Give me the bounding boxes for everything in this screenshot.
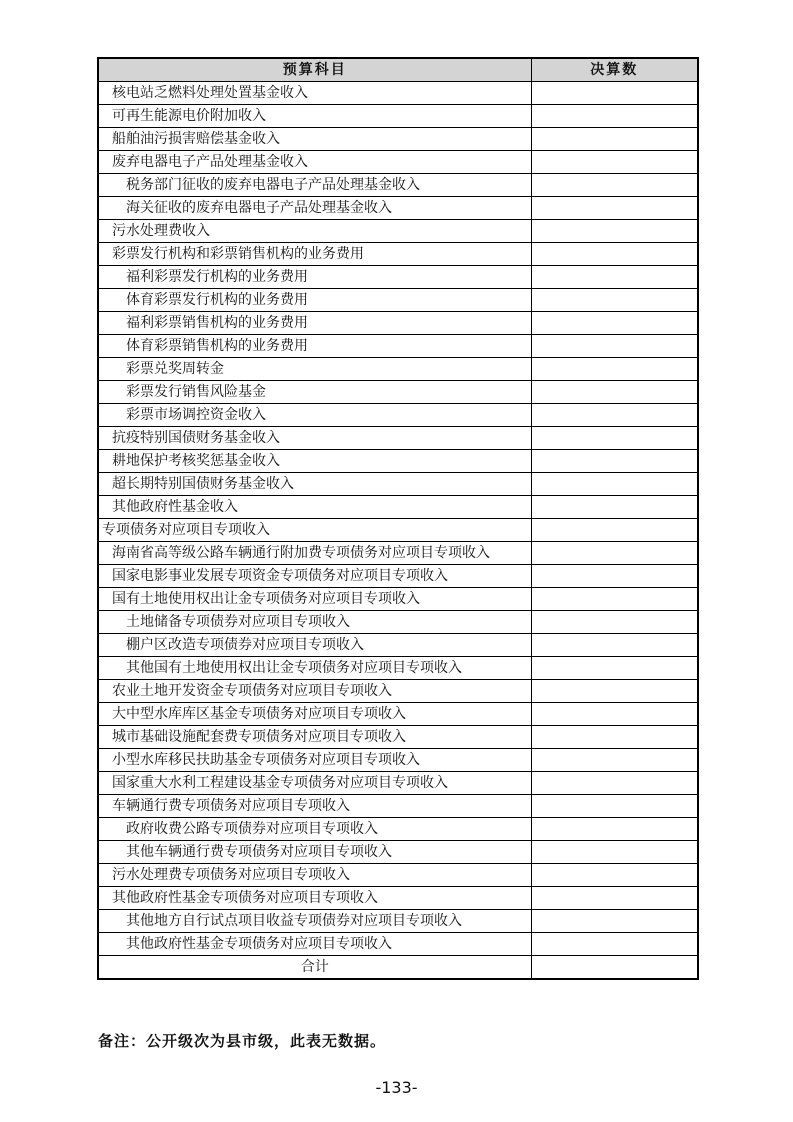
final-amount-cell [531,680,698,703]
table-row [98,266,698,289]
budget-subject-cell: 其他国有土地使用权出让金专项债务对应项目专项收入 [98,657,531,680]
table-row [98,887,698,910]
budget-subject-cell: 海南省高等级公路车辆通行附加费专项债务对应项目专项收入 [98,542,531,565]
budget-subject-cell: 大中型水库库区基金专项债务对应项目专项收入 [98,703,531,726]
budget-subject-cell: 其他政府性基金收入 [98,496,531,519]
budget-subject-cell: 污水处理费专项债务对应项目专项收入 [98,864,531,887]
total-row-label-cell: 合计 [98,956,531,980]
budget-subject-cell: 政府收费公路专项债券对应项目专项收入 [98,818,531,841]
table-row [98,197,698,220]
final-amount-cell [531,266,698,289]
final-amount-cell [531,910,698,933]
budget-subject-cell: 国家电影事业发展专项资金专项债务对应项目专项收入 [98,565,531,588]
table-row [98,496,698,519]
budget-subject-cell: 其他政府性基金专项债务对应项目专项收入 [98,887,531,910]
budget-subject-cell: 彩票发行销售风险基金 [98,381,531,404]
final-amount-cell [531,795,698,818]
final-amount-cell [531,818,698,841]
table-row [98,404,698,427]
final-amount-cell [531,933,698,956]
final-amount-cell [531,496,698,519]
final-amount-cell [531,174,698,197]
table-row [98,473,698,496]
final-amount-cell [531,588,698,611]
final-amount-cell [531,335,698,358]
final-amount-cell [531,105,698,128]
table-row [98,611,698,634]
table-row [98,680,698,703]
page-number: -133- [375,1078,418,1097]
final-amount-cell [531,634,698,657]
table-row [98,128,698,151]
budget-subject-cell: 海关征收的废弃电器电子产品处理基金收入 [98,197,531,220]
budget-subject-cell: 体育彩票发行机构的业务费用 [98,289,531,312]
budget-subject-cell: 废弃电器电子产品处理基金收入 [98,151,531,174]
column-header-final-amount: 决算数 [531,58,698,82]
budget-subject-cell: 彩票发行机构和彩票销售机构的业务费用 [98,243,531,266]
final-amount-cell [531,726,698,749]
final-amount-cell [531,358,698,381]
budget-subject-cell: 超长期特别国债财务基金收入 [98,473,531,496]
column-header-budget-subject: 预算科目 [98,58,531,82]
budget-subject-cell: 船舶油污损害赔偿基金收入 [98,128,531,151]
budget-subject-cell: 核电站乏燃料处理处置基金收入 [98,82,531,105]
budget-subject-cell: 可再生能源电价附加收入 [98,105,531,128]
final-amount-cell [531,864,698,887]
final-amount-cell [531,243,698,266]
budget-subject-cell: 抗疫特别国债财务基金收入 [98,427,531,450]
budget-subject-cell: 其他车辆通行费专项债务对应项目专项收入 [98,841,531,864]
final-amount-cell [531,772,698,795]
final-amount-cell [531,565,698,588]
final-amount-cell [531,197,698,220]
final-amount-cell [531,956,698,980]
table-row [98,289,698,312]
budget-subject-cell: 税务部门征收的废弃电器电子产品处理基金收入 [98,174,531,197]
final-amount-cell [531,611,698,634]
table-row [98,220,698,243]
final-amount-cell [531,542,698,565]
budget-subject-cell: 福利彩票发行机构的业务费用 [98,266,531,289]
budget-subject-cell: 土地储备专项债券对应项目专项收入 [98,611,531,634]
table-row [98,381,698,404]
table-row [98,427,698,450]
table-row [98,82,698,105]
final-amount-cell [531,381,698,404]
final-amount-cell [531,289,698,312]
final-amount-cell [531,703,698,726]
budget-subject-cell: 福利彩票销售机构的业务费用 [98,312,531,335]
budget-subject-cell: 城市基础设施配套费专项债务对应项目专项收入 [98,726,531,749]
final-amount-cell [531,519,698,542]
table-row [98,565,698,588]
budget-subject-cell: 彩票兑奖周转金 [98,358,531,381]
table-row [98,450,698,473]
table-row [98,749,698,772]
table-row [98,795,698,818]
budget-subject-cell: 其他政府性基金专项债务对应项目专项收入 [98,933,531,956]
budget-table [97,57,699,980]
final-amount-cell [531,427,698,450]
table-row [98,726,698,749]
final-amount-cell [531,749,698,772]
final-amount-cell [531,404,698,427]
table-row [98,588,698,611]
budget-subject-cell: 农业土地开发资金专项债务对应项目专项收入 [98,680,531,703]
budget-subject-cell: 国家重大水利工程建设基金专项债务对应项目专项收入 [98,772,531,795]
final-amount-cell [531,220,698,243]
budget-subject-cell: 小型水库移民扶助基金专项债务对应项目专项收入 [98,749,531,772]
table-row [98,657,698,680]
table-header-row [98,58,698,82]
table-row [98,312,698,335]
final-amount-cell [531,450,698,473]
final-amount-cell [531,887,698,910]
table-row [98,818,698,841]
final-amount-cell [531,841,698,864]
table-row [98,772,698,795]
final-amount-cell [531,312,698,335]
table-row [98,703,698,726]
table-row [98,956,698,980]
table-row [98,174,698,197]
table-row [98,105,698,128]
final-amount-cell [531,657,698,680]
table-row [98,335,698,358]
table-row [98,864,698,887]
table-row [98,910,698,933]
table-row [98,542,698,565]
budget-subject-cell: 车辆通行费专项债务对应项目专项收入 [98,795,531,818]
budget-subject-cell: 彩票市场调控资金收入 [98,404,531,427]
table-row [98,519,698,542]
budget-subject-cell: 棚户区改造专项债券对应项目专项收入 [98,634,531,657]
budget-subject-cell: 体育彩票销售机构的业务费用 [98,335,531,358]
budget-subject-cell: 污水处理费收入 [98,220,531,243]
budget-subject-cell: 其他地方自行试点项目收益专项债券对应项目专项收入 [98,910,531,933]
table-row [98,634,698,657]
final-amount-cell [531,473,698,496]
table-row [98,243,698,266]
final-amount-cell [531,128,698,151]
final-amount-cell [531,82,698,105]
budget-subject-cell: 国有土地使用权出让金专项债务对应项目专项收入 [98,588,531,611]
footnote: 备注：公开级次为县市级，此表无数据。 [98,1032,387,1050]
table-row [98,151,698,174]
table-row [98,933,698,956]
budget-subject-cell: 专项债务对应项目专项收入 [98,519,531,542]
table-row [98,358,698,381]
table-row [98,841,698,864]
budget-subject-cell: 耕地保护考核奖惩基金收入 [98,450,531,473]
final-amount-cell [531,151,698,174]
